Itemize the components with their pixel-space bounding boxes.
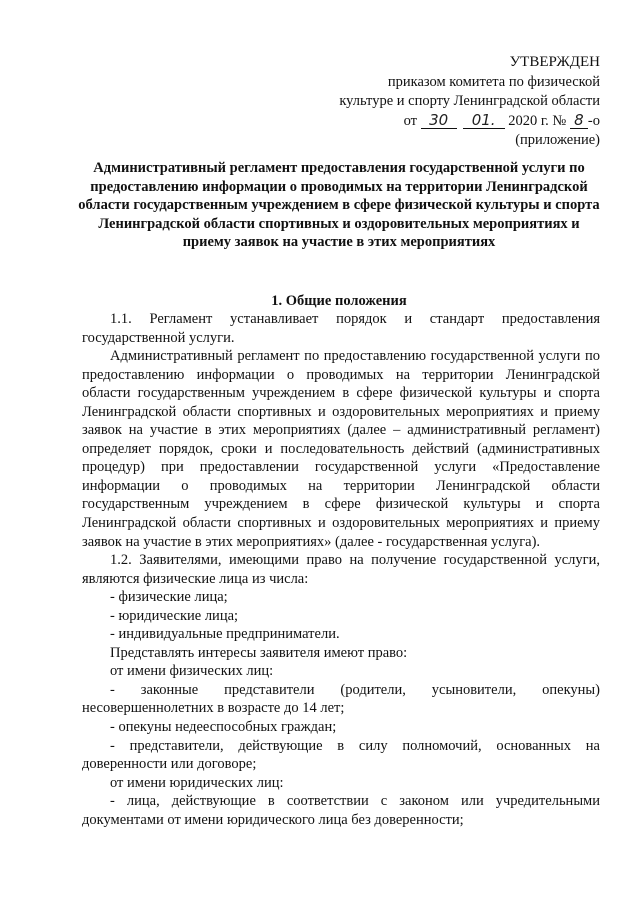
paragraph: Представлять интересы заявителя имеют право:	[110, 644, 408, 661]
list-item: - юридические лица;	[110, 607, 239, 624]
date-month-handwritten: 01.	[471, 110, 496, 129]
order-suffix: -о	[587, 112, 600, 129]
list-item: - индивидуальные предприниматели.	[110, 626, 340, 643]
date-day-handwritten: 30	[429, 110, 449, 129]
list-item: - физические лица;	[110, 589, 228, 606]
paragraph: 1.1. Регламент устанавливает порядок и стандарт предоставления государственной услуги.	[82, 311, 600, 346]
paragraph: Административный регламент по предоставлению государственной услуги по предоставлению информации о проводимых на территории Ленинградской области государственным учреждением в сфере физической культуры и спорта Ленинградской области спортивных и оздоровительных мероприятиях и приему заявок на участие в этих мероприятиях (далее – административный регламент) определяет порядок, сроки и последовательность действий (административных процедур) при предоставлении государственной услуги «Предоставление информации о проводимых на территории Ленинградской области государственным учреждением в сфере физической культуры и спорта Ленинградской области спортивных и оздоровительных мероприятиях и приему заявок на участие в этих мероприятиях» (далее - государственная услуга).	[82, 348, 600, 550]
approval-stamp-word: УТВЕРЖДЕН	[509, 54, 600, 70]
date-year-text: 2020 г. №	[508, 112, 567, 129]
section-heading: 1. Общие положения	[271, 293, 407, 309]
approval-line-1: приказом комитета по физической	[387, 73, 600, 90]
date-day-field	[421, 110, 457, 129]
list-item: - опекуны недееспособных граждан;	[110, 719, 337, 736]
paragraph: от имени физических лиц:	[110, 663, 274, 680]
date-month-field	[463, 110, 505, 129]
paragraph: от имени юридических лиц:	[110, 774, 284, 791]
approval-date-line	[300, 112, 600, 132]
list-item: - представители, действующие в силу полномочий, основанных на доверенности или договоре;	[82, 737, 600, 773]
approval-line-2: культуре и спорту Ленинградской области	[339, 93, 600, 109]
approval-block	[300, 53, 600, 151]
document-title: Административный регламент предоставления государственной услуги по предоставлению информации о проводимых на территории Ленинградской области государственным учреждением в сфере физической культуры и спорта Ленинградской области спортивных и оздоровительных мероприятиях и приему заявок на участие в этих мероприятиях	[78, 160, 600, 250]
paragraph: 1.2. Заявителями, имеющими право на получение государственной услуги, являются физические лица из числа:	[82, 552, 600, 587]
order-number-field	[570, 110, 588, 129]
list-item: - лица, действующие в соответствии с законом или учредительными документами от имени юридического лица без доверенности;	[82, 793, 600, 828]
section-body	[82, 310, 600, 829]
date-prefix: от	[403, 112, 417, 129]
approval-annex: (приложение)	[515, 132, 600, 148]
order-number-handwritten: 8	[574, 110, 584, 129]
list-item: - законные представители (родители, усыновители, опекуны) несовершеннолетних в возрасте до 14 лет;	[82, 681, 600, 717]
